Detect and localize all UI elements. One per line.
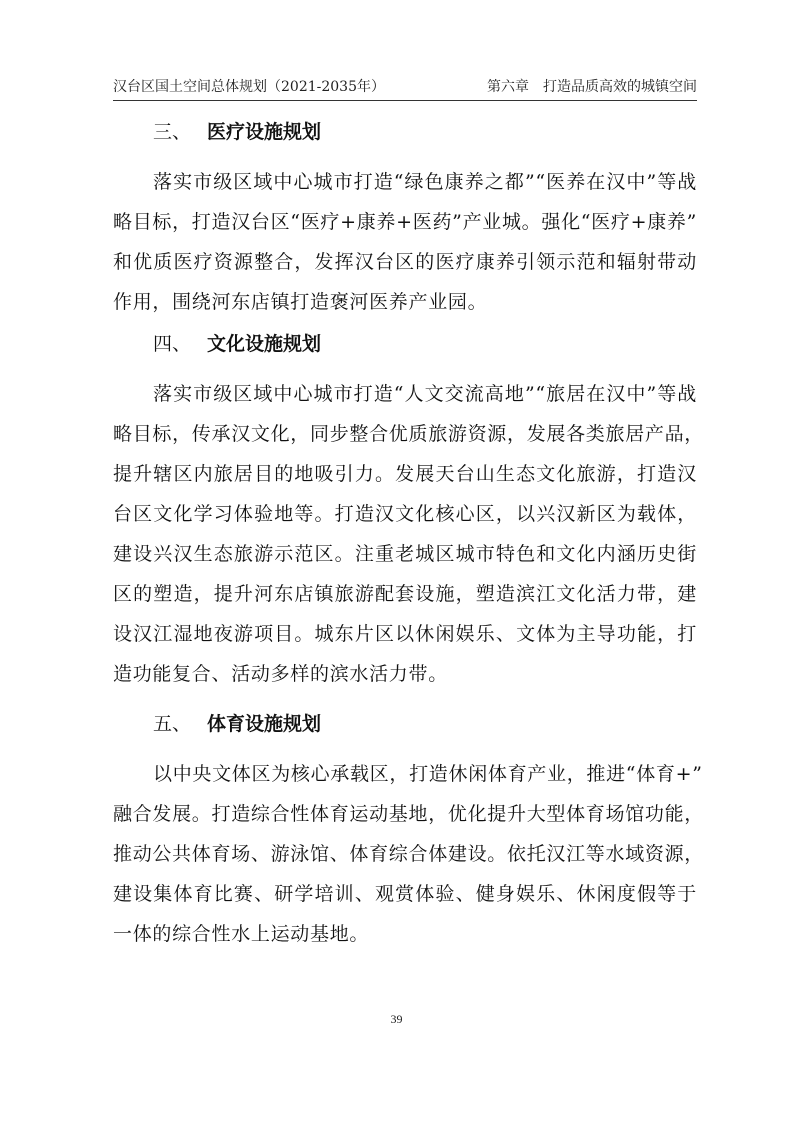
body-text xyxy=(113,110,705,954)
paragraph-line: 和优质医疗资源整合，发挥汉台区的医疗康养引领示范和辐射带动 xyxy=(113,251,697,273)
paragraph-line: 融合发展。打造综合性体育运动基地，优化提升大型体育场馆功能， xyxy=(113,803,705,825)
running-header xyxy=(113,77,697,97)
paragraph-line: 推动公共体育场、游泳馆、体育综合体建设。依托汉江等水域资源， xyxy=(113,843,705,865)
header-divider xyxy=(113,100,697,101)
document-title: 汉台区国土空间总体规划（2021-2035年） xyxy=(113,79,385,95)
paragraph-culture xyxy=(113,374,705,694)
chapter-title: 第六章 打造品质高效的城镇空间 xyxy=(487,79,697,95)
section-title: 文化设施规划 xyxy=(207,333,322,355)
page-number: 39 xyxy=(390,1012,403,1026)
paragraph-line: 作用，围绕河东店镇打造褒河医养产业园。 xyxy=(113,291,488,313)
paragraph-line: 设汉江湿地夜游项目。城东片区以休闲娱乐、文体为主导功能，打 xyxy=(113,623,697,645)
section-heading-culture xyxy=(113,324,697,364)
paragraph-line: 落实市级区域中心城市打造“人文交流高地”“旅居在汉中”等战 xyxy=(153,383,697,405)
section-number: 五、 xyxy=(153,713,192,735)
paragraph-line: 落实市级区域中心城市打造“绿色康养之都”“医养在汉中”等战 xyxy=(153,171,697,193)
paragraph-line: 建设兴汉生态旅游示范区。注重老城区城市特色和文化内涵历史街 xyxy=(113,543,697,565)
paragraph-medical xyxy=(113,162,697,322)
paragraph-sports xyxy=(113,754,705,954)
section-title: 医疗设施规划 xyxy=(207,121,322,143)
section-heading-sports xyxy=(113,704,697,744)
paragraph-line: 以中央文体区为核心承载区，打造休闲体育产业，推进“体育+” xyxy=(153,763,703,785)
paragraph-line: 一体的综合性水上运动基地。 xyxy=(113,923,370,945)
section-number: 三、 xyxy=(153,121,192,143)
section-number: 四、 xyxy=(153,333,192,355)
section-heading-medical xyxy=(113,112,697,152)
paragraph-line: 区的塑造，提升河东店镇旅游配套设施，塑造滨江文化活力带，建 xyxy=(113,583,697,605)
paragraph-line: 造功能复合、活动多样的滨水活力带。 xyxy=(113,663,448,685)
paragraph-line: 略目标，打造汉台区“医疗+康养+医药”产业城。强化“医疗+康养” xyxy=(113,211,698,233)
paragraph-line: 建设集体育比赛、研学培训、观赏体验、健身娱乐、休闲度假等于 xyxy=(113,883,697,905)
paragraph-line: 台区文化学习体验地等。打造汉文化核心区，以兴汉新区为载体， xyxy=(113,503,697,525)
section-title: 体育设施规划 xyxy=(207,713,322,735)
paragraph-line: 略目标，传承汉文化，同步整合优质旅游资源，发展各类旅居产品， xyxy=(113,423,705,445)
paragraph-line: 提升辖区内旅居目的地吸引力。发展天台山生态文化旅游，打造汉 xyxy=(113,463,697,485)
